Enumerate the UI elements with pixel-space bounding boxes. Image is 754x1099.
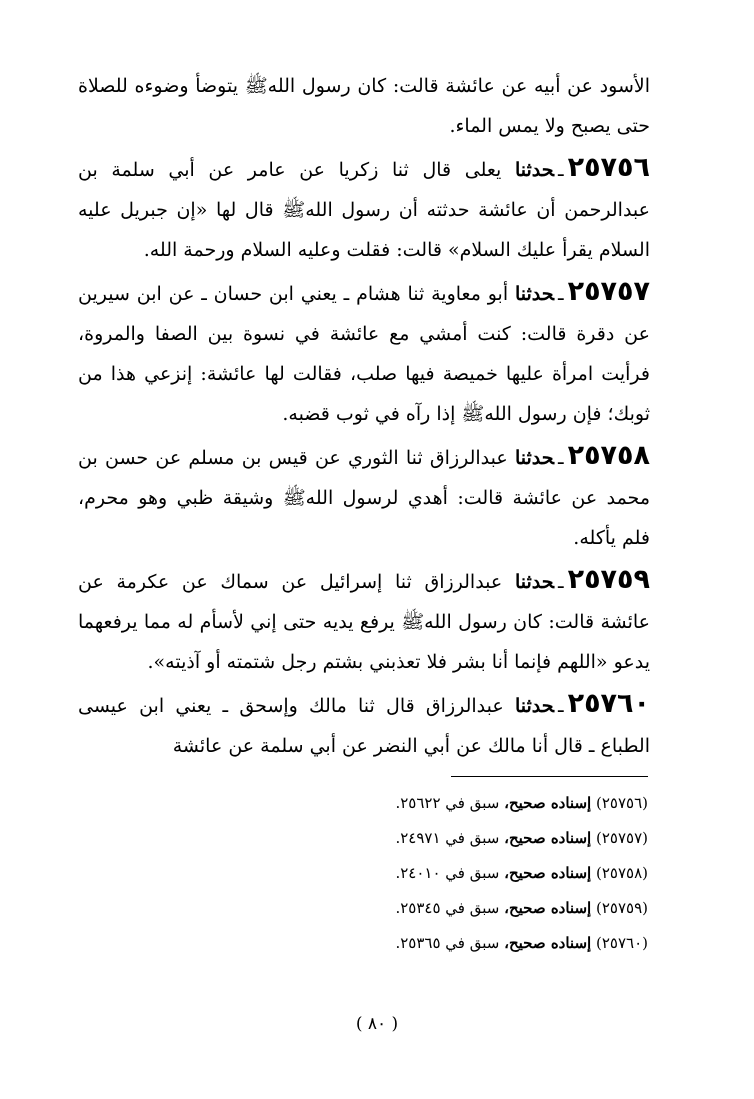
hadith-25759 [78, 560, 650, 682]
hadith-separator: ـ [558, 695, 564, 717]
hadith-text: أبو معاوية ثنا هشام ـ يعني ابن حسان ـ عن ابن سيرين عن دقرة قالت: كنت أمشي مع عائشة في نسوة بين الصفا والمروة، فرأيت امرأة عليها خميصة فيها صلب، فقالت لها عائشة: إنزعي هذا من ثوبك؛ فإن رسول اللهﷺ إذا رآه في ثوب قضبه. [78, 283, 650, 425]
footnote-note: سبق في ٢٥٣٦٥. [395, 934, 500, 952]
hadith-25757 [78, 272, 650, 434]
footnote-status: إسناده صحيح، [504, 829, 592, 847]
footnote-status: إسناده صحيح، [504, 899, 592, 917]
footnote-divider [451, 776, 648, 777]
footnote-ref: (٢٥٧٥٩) [595, 899, 648, 917]
page-number: ( ٨٠ ) [355, 1014, 399, 1034]
hadith-label: حدثنا [514, 283, 555, 305]
footnote-item [248, 856, 648, 891]
hadith-number: ٢٥٧٥٨ [567, 440, 650, 471]
footnote-note: سبق في ٢٥٣٤٥. [395, 899, 500, 917]
hadith-number: ٢٥٧٥٩ [567, 564, 650, 595]
footnote-ref: (٢٥٧٥٨) [595, 864, 648, 882]
footnote-item [248, 926, 648, 961]
footnotes [248, 786, 648, 961]
hadith-label: حدثنا [514, 159, 555, 181]
footnote-ref: (٢٥٧٥٧) [595, 829, 648, 847]
hadith-label: حدثنا [514, 447, 555, 469]
footnote-note: سبق في ٢٤٠١٠. [395, 864, 500, 882]
hadith-25758 [78, 436, 650, 558]
footnote-status: إسناده صحيح، [504, 864, 592, 882]
footnote-ref: (٢٥٧٦٠) [595, 934, 648, 952]
hadith-separator: ـ [558, 283, 564, 305]
hadith-separator: ـ [558, 159, 564, 181]
footnote-item [248, 786, 648, 821]
opening-paragraph: الأسود عن أبيه عن عائشة قالت: كان رسول اللهﷺ يتوضأ وضوءه للصلاة حتى يصبح ولا يمس الماء. [78, 75, 650, 137]
footnote-item [248, 891, 648, 926]
hadith-number: ٢٥٧٥٦ [567, 152, 650, 183]
hadith-25760 [78, 684, 650, 766]
hadith-text: عبدالرزاق قال ثنا مالك وإسحق ـ يعني ابن عيسى الطباع ـ قال أنا مالك عن أبي النضر عن أبي سلمة عن عائشة [78, 695, 650, 757]
hadith-label: حدثنا [514, 571, 555, 593]
hadith-number: ٢٥٧٦٠ [567, 688, 650, 719]
hadith-separator: ـ [558, 447, 564, 469]
footnote-status: إسناده صحيح، [504, 934, 592, 952]
hadith-text: يعلى قال ثنا زكريا عن عامر عن أبي سلمة بن عبدالرحمن أن عائشة حدثته أن رسول اللهﷺ قال لها «إن جبريل عليه السلام يقرأ عليك السلام» قالت: فقلت وعليه السلام ورحمة الله. [78, 159, 650, 261]
footnote-note: سبق في ٢٥٦٢٢. [395, 794, 500, 812]
hadith-label: حدثنا [514, 695, 555, 717]
footnote-status: إسناده صحيح، [504, 794, 592, 812]
footnote-ref: (٢٥٧٥٦) [595, 794, 648, 812]
hadith-number: ٢٥٧٥٧ [567, 276, 650, 307]
hadith-separator: ـ [558, 571, 564, 593]
hadith-25756 [78, 148, 650, 270]
main-text [78, 66, 650, 766]
footnote-item [248, 821, 648, 856]
hadith-text: عبدالرزاق ثنا إسرائيل عن سماك عن عكرمة عن عائشة قالت: كان رسول اللهﷺ يرفع يديه حتى إني لأسأم له مما يرفعهما يدعو «اللهم فإنما أنا بشر فلا تعذبني بشتم رجل شتمته أو آذيته». [78, 571, 650, 673]
footnote-note: سبق في ٢٤٩٧١. [395, 829, 500, 847]
hadith-text: عبدالرزاق ثنا الثوري عن قيس بن مسلم عن حسن بن محمد عن عائشة قالت: أهدي لرسول اللهﷺ وشيقة ظبي وهو محرم، فلم يأكله. [78, 447, 650, 549]
